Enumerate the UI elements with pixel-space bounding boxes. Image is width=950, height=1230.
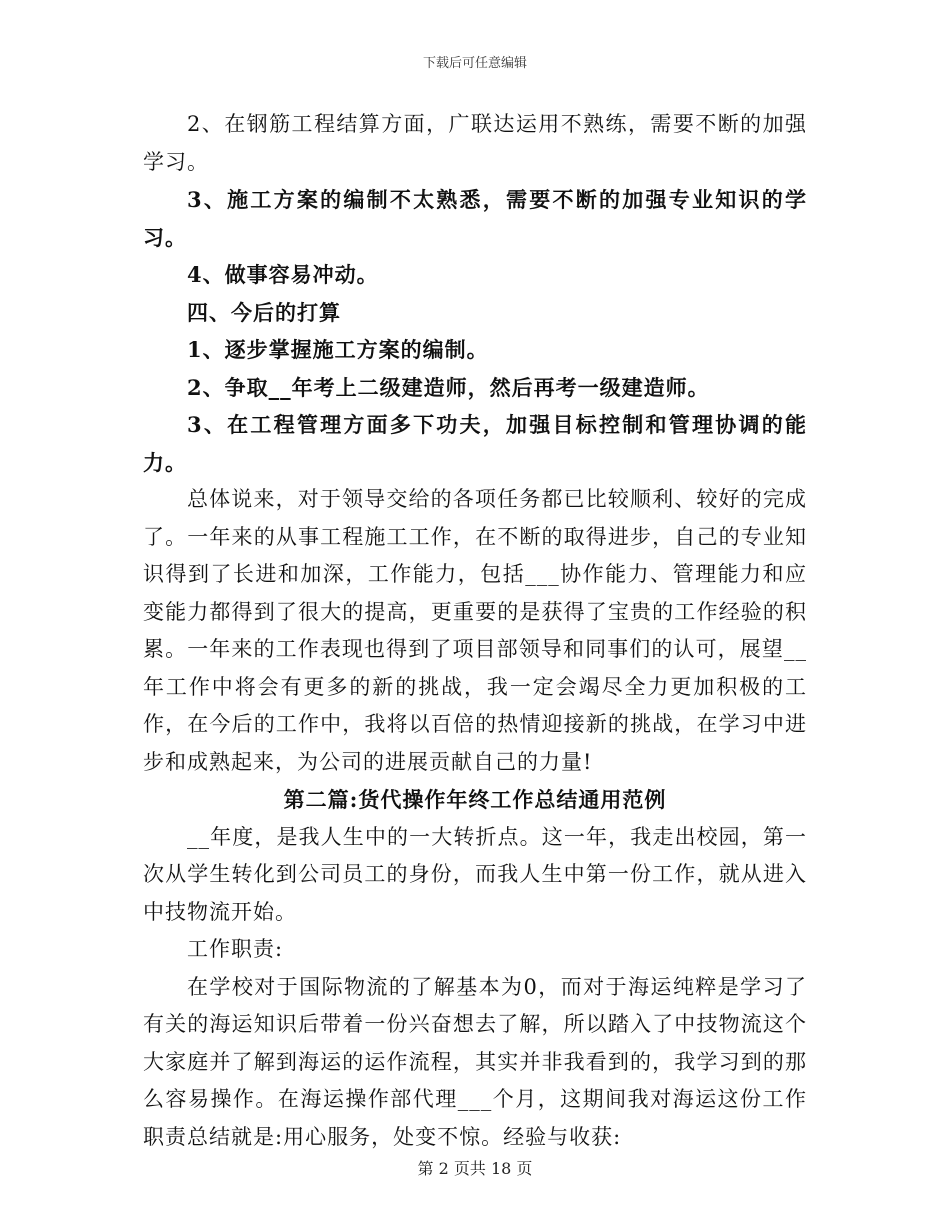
section-heading-plans: 四、今后的打算 (187, 299, 341, 325)
summary-paragraph: 总体说来，对于领导交给的各项任务都已比较顺利、较好的完成了。一年来的从事工程施工工作，在不断的取得进步，自己的专业知识得到了长进和加深，工作能力，包括___协作能力、管理能力和应变能力都得到了很大的提高，更重要的是获得了宝贵的工作经验的积累。一年来的工作表现也得到了项目部领导和同事们的认可，展望__年工作中将会有更多的新的挑战，我一定会竭尽全力更加积极的工作，在今后的工作中，我将以百倍的热情迎接新的挑战，在学习中进步和成熟起来，为公司的进展贡献自己的力量! (143, 487, 807, 774)
document-body (143, 106, 807, 1156)
plan-item-1: 1、逐步掌握施工方案的编制。 (187, 337, 489, 362)
plan-item-3: 3、在工程管理方面多下功夫，加强目标控制和管理协调的能力。 (143, 412, 807, 475)
page-footer: 第 2 页共 18 页 (417, 1159, 533, 1178)
duties-heading: 工作职责: (187, 937, 284, 961)
section-title: 第二篇:货代操作年终工作总结通用范例 (283, 787, 667, 812)
paragraph-item-2: 2、在钢筋工程结算方面，广联达运用不熟练，需要不断的加强学习。 (143, 112, 807, 174)
intro-paragraph: __年度，是我人生中的一大转折点。这一年，我走出校园，第一次从学生转化到公司员工的身份，而我人生中第一份工作，就从进入中技物流开始。 (143, 824, 807, 924)
paragraph-item-3: 3、施工方案的编制不太熟悉，需要不断的加强专业知识的学习。 (143, 187, 807, 250)
page-header: 下载后可任意编辑 (422, 56, 527, 71)
plan-item-2: 2、争取__年考上二级建造师，然后再考一级建造师。 (187, 374, 710, 400)
paragraph-item-4: 4、做事容易冲动。 (187, 262, 379, 287)
duties-paragraph: 在学校对于国际物流的了解基本为0，而对于海运纯粹是学习了有关的海运知识后带着一份兴奋想去了解，所以踏入了中技物流这个大家庭并了解到海运的运作流程，其实并非我看到的，我学习到的那么容易操作。在海运操作部代理___个月，这期间我对海运这份工作职责总结就是:用心服务，处变不惊。经验与收获: (143, 974, 807, 1149)
